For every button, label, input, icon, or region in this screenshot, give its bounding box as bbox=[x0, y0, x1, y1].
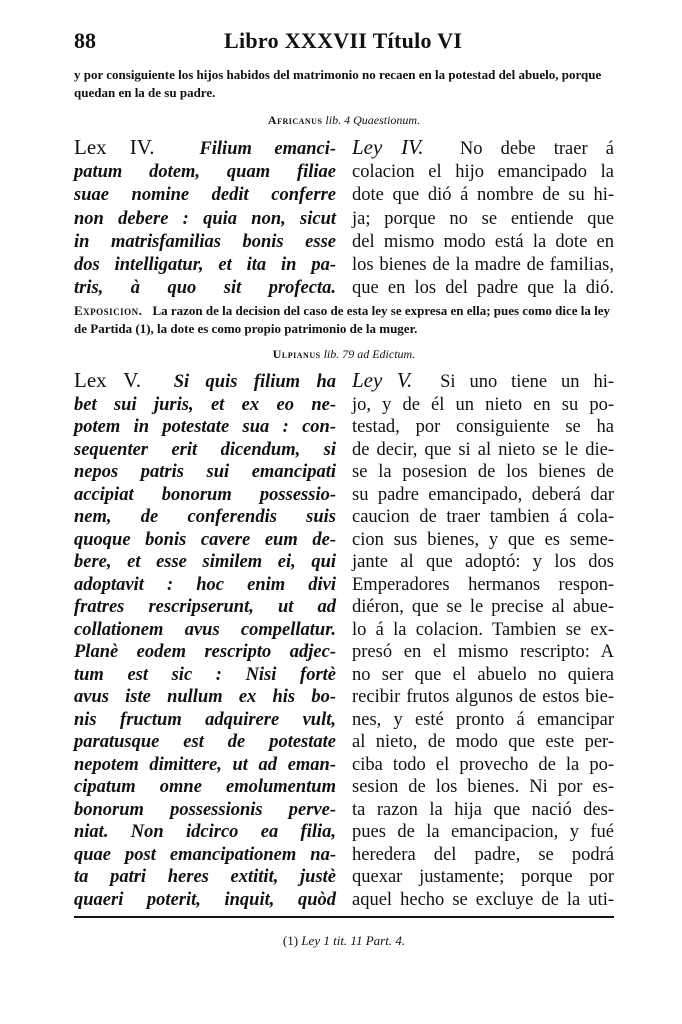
spanish-text-lex4 bbox=[352, 136, 614, 300]
footnote bbox=[74, 933, 614, 949]
latin-body: Si quis filium ha bet sui juris, et ex eo ne- potem in potestate sua : con- sequenter erit dicendum, si nepos patris sui emancipati accipiat bonorum possessio- nem, de conferendis suis quoque bonis cavere eum de- bere, et esse similem ei, qui adoptavit : hoc enim divi fratres rescripserunt, ut ad collationem avus compellatur. Planè eodem rescripto adjec- tum est sic : Nisi fortè avus iste nullum ex his bo- nis fructum adquirere vult, paratusque est de potestate nepotem dimittere, ut ad eman- cipatum omne emolumentum bonorum possessionis perve- niat. Non idcirco ea filia, quae post emancipationem na- ta patri heres extitit, justè quaeri poterit, inquit, quòd bbox=[74, 372, 336, 910]
law-label-latin: Lex IV. bbox=[74, 135, 155, 159]
law-label-spanish: Ley IV. bbox=[352, 135, 424, 159]
exposicion-paragraph bbox=[74, 302, 614, 338]
latin-text-lex4 bbox=[74, 136, 336, 300]
footnote-marker: (1) bbox=[282, 933, 299, 948]
spanish-text-lex5 bbox=[352, 369, 614, 911]
exposicion-body: La razon de la decision del caso de esta ley se expresa en ella; pues como dice la ley de Partida (1), la dote es como propio patrimonio de la muger. bbox=[74, 303, 611, 336]
footnote-reference: Ley 1 tit. 11 Part. 4. bbox=[301, 933, 406, 948]
spanish-body: Si uno tiene un hi- jo, y de él un nieto en su po- testad, por consiguiente se ha de decir, que si al nieto se le die- se la posesion de los bienes de su padre emancipado, deberá dar caucion de traer tambien á cola- cion sus bienes, y que es seme- jante al que adoptó: y los dos Emperadores hermanos respon- diéron, que se le precise al abue- lo á la colacion. Tambien se ex- presó en el mismo rescripto: A no ser que el abuelo no quiera recibir frutos algunos de estos bie- nes, y esté pronto á emancipar al nieto, de modo que este per- ciba todo el provecho de la po- sesion de los bienes. Ni por es- ta razon la hija que nació des- pues de la emancipacion, y fué heredera del padre, se podrá quexar justamente; porque por aquel hecho se excluye de la uti- bbox=[352, 372, 614, 910]
spanish-body: No debe traer á colacion el hijo emancipado la dote que dió á nombre de su hi- ja; porque no se entiende que del mismo modo está la dote en los bienes de la madre de familias, que en los del padre que la dió. bbox=[352, 139, 614, 299]
exposicion-label: Exposicion. bbox=[74, 303, 143, 318]
running-title: Libro XXXVII Título VI bbox=[224, 28, 463, 53]
source-work: lib. 4 Quaestionum. bbox=[325, 113, 421, 127]
law-label-spanish: Ley V. bbox=[352, 368, 413, 392]
latin-body: Filium emanci- patum dotem, quam filiae suae nomine dedit conferre non debere : quia non, sicut in matrisfamilias bonis esse dos intelligatur, et ita in pa- tris, à quo sit profecta. bbox=[74, 139, 337, 299]
continuation-paragraph: y por consiguiente los hijos habidos del matrimonio no recaen en la potestad del abuelo, porque quedan en la de su padre. bbox=[74, 67, 602, 100]
page-number: 88 bbox=[74, 28, 96, 53]
source-work: lib. 79 ad Edictum. bbox=[323, 347, 416, 361]
source-citation-lex5 bbox=[74, 347, 614, 362]
latin-text-lex5 bbox=[74, 369, 336, 911]
page-header bbox=[74, 28, 614, 58]
source-citation-lex4 bbox=[74, 113, 614, 128]
source-author: Ulpianus bbox=[272, 347, 321, 361]
footnote-divider bbox=[74, 916, 614, 918]
law-label-latin: Lex V. bbox=[74, 368, 141, 392]
source-author: Africanus bbox=[267, 113, 323, 127]
